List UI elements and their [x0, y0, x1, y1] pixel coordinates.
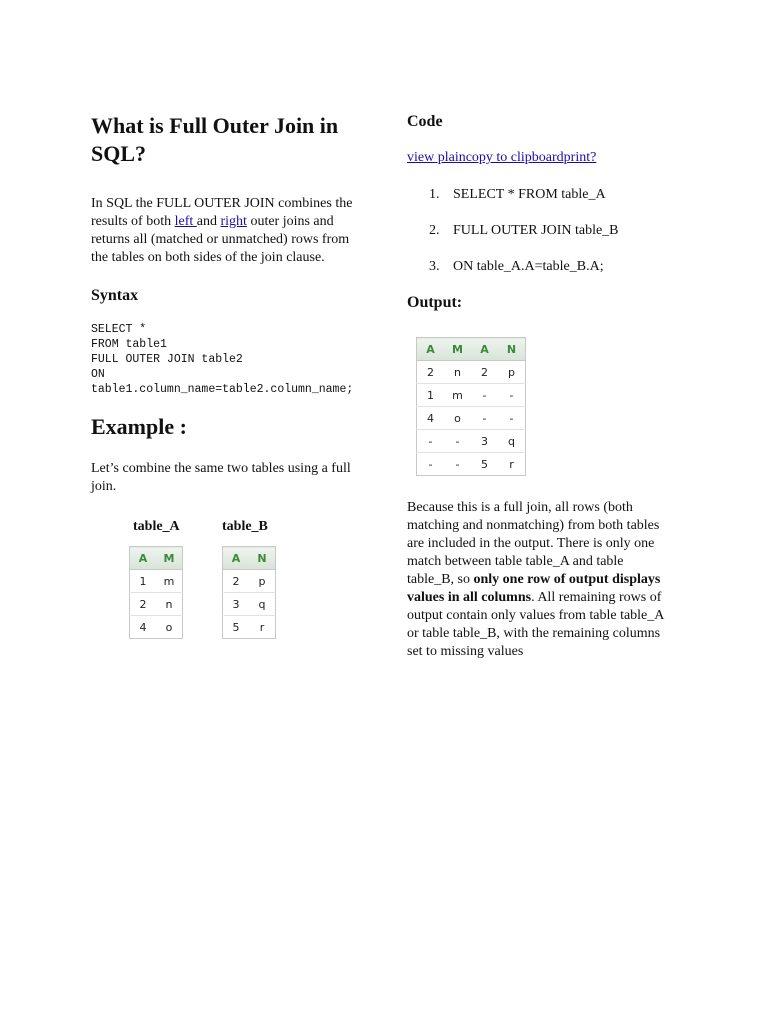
table-row: [417, 453, 526, 476]
table-cell: n: [444, 361, 471, 384]
table-row: [223, 570, 276, 593]
column-header: M: [444, 338, 471, 361]
table-row: [223, 616, 276, 639]
code-line: [407, 258, 672, 276]
table-row: [130, 616, 183, 639]
code-line: [407, 186, 672, 204]
right-join-link[interactable]: right: [220, 214, 247, 229]
left-join-link[interactable]: left: [174, 214, 197, 229]
code-line-text: FULL OUTER JOIN table_B: [453, 223, 619, 238]
output-table: [416, 337, 526, 476]
code-line-number: 1.: [429, 187, 440, 202]
table-cell: 5: [471, 453, 498, 476]
table-cell: o: [156, 616, 183, 639]
intro-text-1: In SQL the FULL OUTER JOIN combines the results of both: [91, 196, 353, 229]
table-cell: -: [417, 453, 445, 476]
table-cell: -: [471, 384, 498, 407]
table-cell: 2: [130, 593, 157, 616]
table-cell: -: [498, 407, 526, 430]
table-a: [129, 546, 183, 639]
table-row: [417, 407, 526, 430]
column-header: A: [471, 338, 498, 361]
intro-text-2: and: [196, 214, 221, 229]
code-listing: [407, 186, 672, 276]
syntax-heading: Syntax: [91, 287, 139, 304]
table-b-block: [222, 518, 276, 639]
column-header: A: [417, 338, 445, 361]
column-header: A: [130, 547, 157, 570]
code-toolbar: [407, 149, 672, 167]
example-text: Let’s combine the same two tables using a full join.: [91, 461, 351, 494]
column-header: M: [156, 547, 183, 570]
table-row: [130, 593, 183, 616]
table-cell: -: [444, 453, 471, 476]
table-cell: -: [498, 384, 526, 407]
table-cell: 2: [223, 570, 250, 593]
table-cell: 1: [417, 384, 445, 407]
syntax-code: SELECT * FROM table1 FULL OUTER JOIN table2 ON table1.column_name=table2.column_name;: [91, 323, 354, 396]
table-cell: q: [249, 593, 276, 616]
intro-text-3: outer joins and returns all (matched or unmatched) rows from the tables on both sides of the join clause.: [91, 214, 350, 265]
table-header-row: [417, 338, 526, 361]
explanation-text-2: . All remaining rows of output contain only values from table table_A or table table_B, with the remaining columns set to missing values: [407, 590, 664, 659]
table-cell: 2: [417, 361, 445, 384]
table-cell: 2: [471, 361, 498, 384]
table-row: [417, 384, 526, 407]
table-cell: r: [249, 616, 276, 639]
table-cell: m: [444, 384, 471, 407]
explanation-paragraph: [407, 499, 672, 661]
code-heading: Code: [407, 113, 443, 130]
table-cell: -: [471, 407, 498, 430]
page-title: What is Full Outer Join in SQL?: [91, 113, 339, 166]
left-column: [91, 112, 366, 658]
table-cell: 3: [223, 593, 250, 616]
code-line: [407, 222, 672, 240]
table-cell: p: [498, 361, 526, 384]
table-a-block: [133, 518, 183, 639]
explanation-text-1: Because this is a full join, all rows (both matching and nonmatching) from both tables are included in the output. There is only one match between table table_A and table table_B, so: [407, 500, 660, 587]
table-cell: o: [444, 407, 471, 430]
code-line-number: 3.: [429, 259, 440, 274]
table-cell: q: [498, 430, 526, 453]
table-row: [223, 593, 276, 616]
table-a-title: table_A: [133, 519, 180, 534]
table-cell: r: [498, 453, 526, 476]
column-header: A: [223, 547, 250, 570]
example-tables: [91, 518, 366, 658]
table-b-title: table_B: [222, 519, 268, 534]
right-column: [407, 112, 672, 661]
table-cell: -: [417, 430, 445, 453]
table-b: [222, 546, 276, 639]
column-header: N: [498, 338, 526, 361]
column-header: N: [249, 547, 276, 570]
table-cell: 3: [471, 430, 498, 453]
table-cell: 1: [130, 570, 157, 593]
table-cell: p: [249, 570, 276, 593]
example-heading: Example :: [91, 414, 187, 439]
table-header-row: [130, 547, 183, 570]
table-cell: -: [444, 430, 471, 453]
table-cell: 4: [417, 407, 445, 430]
explanation-bold: only one row of output displays values in all columns: [407, 572, 661, 605]
table-row: [130, 570, 183, 593]
table-header-row: [223, 547, 276, 570]
table-row: [417, 361, 526, 384]
code-line-number: 2.: [429, 223, 440, 238]
code-toolbar-links[interactable]: view plaincopy to clipboardprint?: [407, 150, 597, 165]
table-cell: 5: [223, 616, 250, 639]
code-line-text: SELECT * FROM table_A: [453, 187, 606, 202]
intro-paragraph: [91, 195, 366, 267]
table-row: [417, 430, 526, 453]
table-cell: n: [156, 593, 183, 616]
code-line-text: ON table_A.A=table_B.A;: [453, 259, 604, 274]
output-heading: Output:: [407, 294, 463, 311]
table-cell: m: [156, 570, 183, 593]
table-cell: 4: [130, 616, 157, 639]
